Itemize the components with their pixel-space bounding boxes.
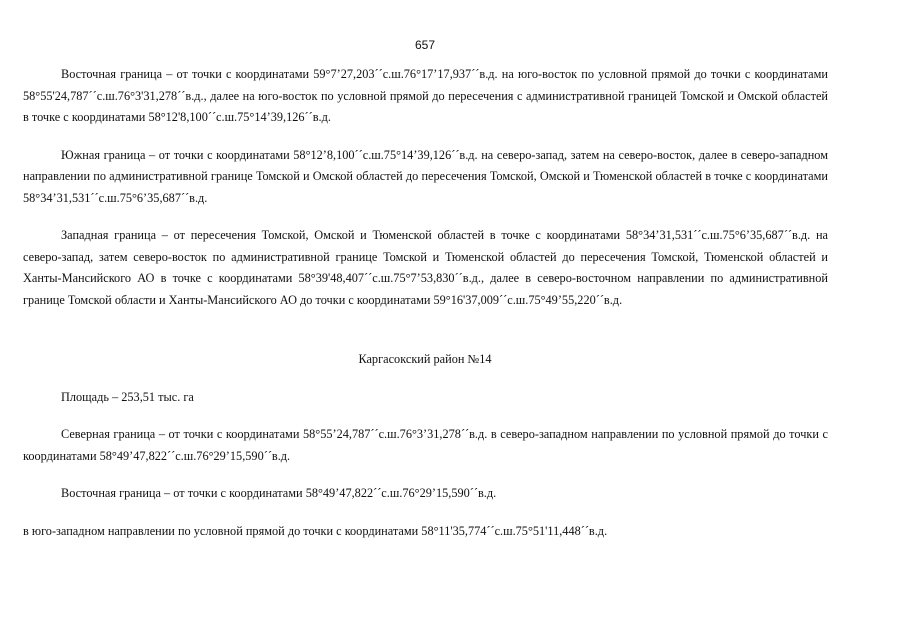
section-east-border-continuation: в юго-западном направлении по условной прямой до точки с координатами 58°11'35,774´´с.ш.75°51'11,448´´в.д.	[23, 523, 608, 538]
section-title: Каргасокский район №14	[358, 352, 492, 366]
west-border-paragraph: Западная граница – от пересечения Томской, Омской и Тюменской областей в точке с координатами 58°34’31,531´´с.ш.75°6’35,687´´в.д. на северо-запад, затем северо-восток по административной границе Томской и Тюменской областей до пересечения Томской, Тюменской областей и Ханты-Мансийского АО в точке с координатами 58°39'48,407´´с.ш.75°7’53,830´´в.д., далее в северо-восточном направлении по административной границе Томской области и Ханты-Мансийского АО до точки с координатами 59°16'37,009´´с.ш.75°49’55,220´´в.д.	[23, 228, 828, 307]
spacer	[23, 505, 828, 521]
document-body	[23, 64, 828, 542]
south-border-paragraph: Южная граница – от точки с координатами 58°12’8,100´´с.ш.75°14’39,126´´в.д. на северо-запад, затем на северо-восток, далее в северо-западном направлении по административной границе Томской и Омской областей до пересечения Томской, Омской и Тюменской областей в точке с координатами 58°34’31,531´´с.ш.75°6’35,687´´в.д.	[23, 147, 828, 205]
spacer	[23, 129, 828, 145]
section-east-border-paragraph: Восточная граница – от точки с координатами 58°49’47,822´´с.ш.76°29’15,590´´в.д.	[61, 486, 497, 500]
east-border-paragraph: Восточная граница – от точки с координатами 59°7’27,203´´с.ш.76°17’17,937´´в.д. на юго-восток по условной прямой до точки с координатами 58°55'24,787´´с.ш.76°3'31,278´´в.д., далее на юго-восток по условной прямой до пересечения с административной границей Томской и Омской областей в точке с координатами 58°12'8,100´´с.ш.75°14’39,126´´в.д.	[23, 67, 828, 124]
page-number: 657	[414, 38, 436, 52]
area-paragraph: Площадь – 253,51 тыс. га	[61, 389, 194, 404]
spacer	[23, 311, 828, 349]
north-border-paragraph: Северная граница – от точки с координатами 58°55’24,787´´с.ш.76°3’31,278´´в.д. в северо-западном направлении по условной прямой до точки с координатами 58°49’47,822´´с.ш.76°29’15,590´´в.д.	[23, 427, 828, 463]
spacer	[23, 408, 828, 424]
spacer	[23, 467, 828, 483]
spacer	[23, 209, 828, 225]
spacer	[23, 371, 828, 387]
